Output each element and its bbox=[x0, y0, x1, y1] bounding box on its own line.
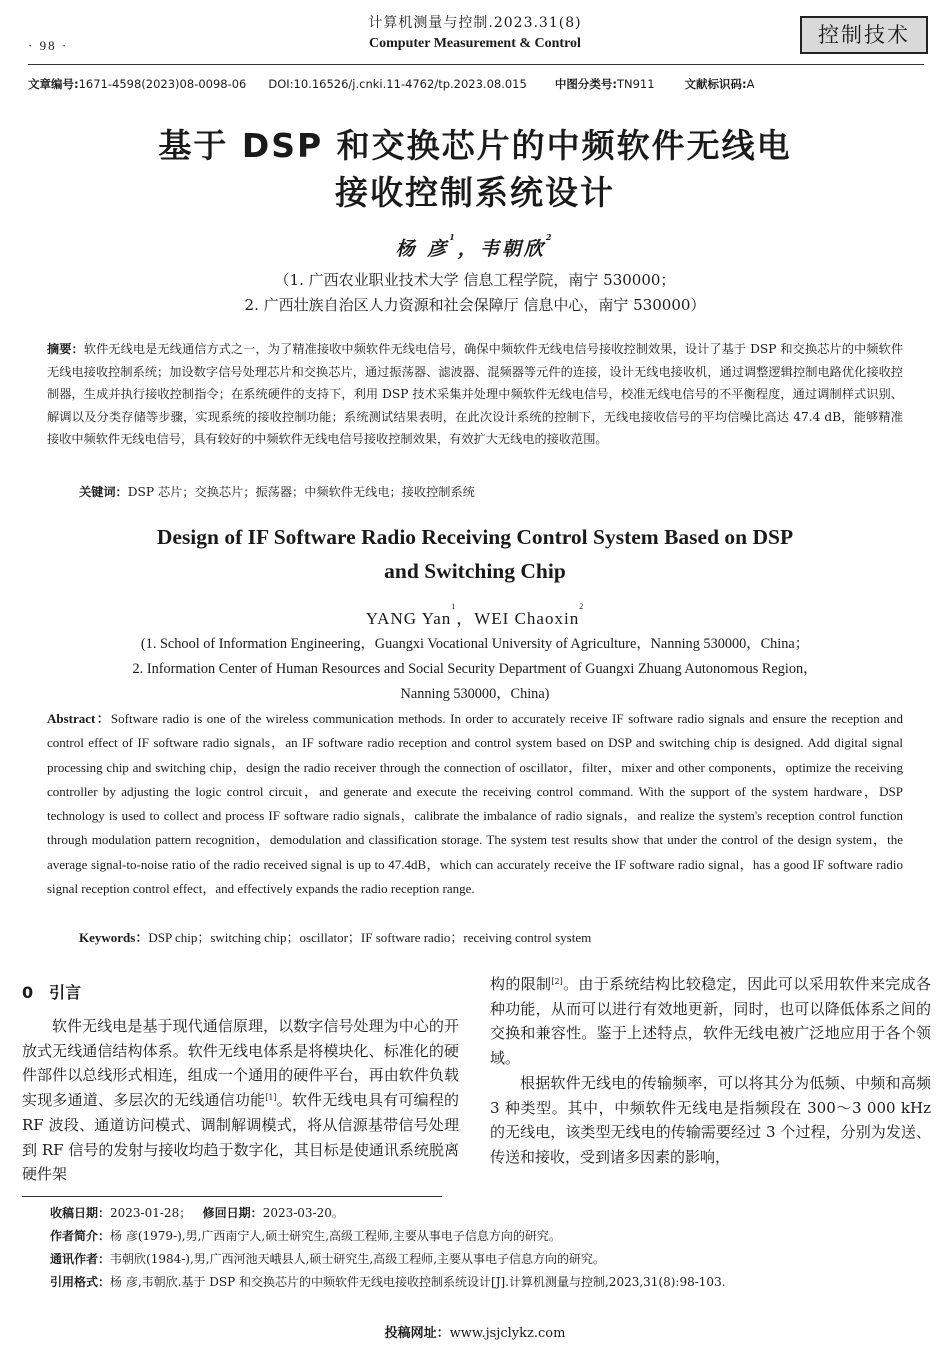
submission-link[interactable]: www.jsjclykz.com bbox=[449, 1326, 566, 1341]
author-bio: 作者简介：杨 彦(1979-),男,广西南宁人,硕士研究生,高级工程师,主要从事电子信息方向的研究。 bbox=[50, 1229, 561, 1243]
citation-ref[interactable]: [1] bbox=[265, 1093, 277, 1103]
doi[interactable]: DOI:10.16526/j.cnki.11-4762/tp.2023.08.015 bbox=[268, 77, 527, 91]
authors-cn: 杨 彦$^1$，韦朝欣$^2$ bbox=[395, 232, 555, 260]
submission-url: 投稿网址：www.jsjclykz.com bbox=[384, 1326, 566, 1341]
article-number: 文章编号:1671-4598(2023)08-0098-06 bbox=[28, 77, 247, 91]
abstract-cn: 摘要：软件无线电是无线通信方式之一，为了精准接收中频软件无线电信号，确保中频软件无线电信号接收控制效果，设计了基于 DSP 和交换芯片的中频软件无线电接收控制系统；加设数字信号处理芯片和交换芯片，通过振荡器、滤波器、混频器等元件的连接，设计无线电接收机，通过调整逻辑控制电路优化接收控制器，生成并执行接收控制指令；在系统硬件的支持下，利用 DSP 技术采集并处理中频软件无线电信号，校准无线电信号的不平衡程度，通过调制样式识别、解调以及分类存储等步骤，实现系统的接收控制功能；系统测试结果表明，在此次设计系统的控制下，无线电接收信号的平均信噪比高达 47.4 dB，能够精准接收中频软件无线电信号，具有较好的中频软件无线电信号接收控制效果，有效扩大无线电的接收范围。 bbox=[47, 342, 904, 446]
journal-title-cn: 计算机测量与控制.2023.31(8) bbox=[368, 15, 582, 31]
article-meta bbox=[28, 76, 928, 92]
document-code: 文献标识码:A bbox=[684, 77, 755, 91]
affiliations-cn: （1. 广西农业职业技术大学 信息工程学院，南宁 530000； 2. 广西壮族自治区人力资源和社会保障厅 信息中心，南宁 530000） bbox=[244, 271, 706, 314]
title-cn-line-2: 接收控制系统设计 bbox=[335, 173, 615, 212]
corresponding-author: 通讯作者：韦朝欣(1984-),男,广西河池天峨县人,硕士研究生,高级工程师,主要从事电子信息方向的研究。 bbox=[50, 1252, 606, 1266]
journal-title-en: Computer Measurement & Control bbox=[369, 36, 581, 51]
footnote-rule bbox=[22, 1196, 442, 1197]
paper-title-cn bbox=[0, 122, 950, 216]
section-badge: 控制技术 bbox=[800, 16, 928, 54]
title-cn-line-1: 基于 DSP 和交换芯片的中频软件无线电 bbox=[158, 126, 792, 165]
paragraph: 根据软件无线电的传输频率，可以将其分为低频、中频和高频 3 种类型。其中，中频软件无线电是指频段在 300～3 000 kHz 的无线电，该类型无线电的传输需要经过 3 个过程，分别为发送、传送和接收，受到诸多因素的影响， bbox=[490, 1073, 931, 1166]
received-dates: 收稿日期：2023-01-28； 修回日期：2023-03-20。 bbox=[50, 1206, 344, 1220]
paper-title-en: Design of IF Software Radio Receiving Control System Based on DSP and Switching Chip bbox=[156, 525, 794, 583]
section-heading-introduction: 0 引言 bbox=[22, 983, 82, 1002]
body-right-column bbox=[490, 972, 931, 1170]
citation-format: 引用格式：杨 彦,韦朝欣.基于 DSP 和交换芯片的中频软件无线电接收控制系统设计[J].计算机测量与控制,2023,31(8):98-103. bbox=[50, 1275, 726, 1289]
paragraph: 构的限制[2]。由于系统结构比较稳定，因此可以采用软件来完成各种功能，从而可以进行有效地更新，同时，也可以降低体系之间的交换和兼容性。鉴于上述特点，软件无线电被广泛地应用于各个领域。 bbox=[490, 975, 931, 1068]
abstract-en: Abstract：Software radio is one of the wireless communication methods. In order to accurately receive IF software radio signals and ensure the reception and control effect of IF software radio signals，an IF software radio reception and control system based on DSP and switching chip is designed. Add digital signal processing chip and switching chip，design the radio receiver through the connection of oscillator，filter，mixer and other components，optimize the receiving controller by adjusting the logic control circuit，and generate and execute the receiving control command. With the support of the system hardware，DSP technology is used to collect and process IF software radio signals，calibrate the imbalance of radio signals，and realize the system's reception control function through modulation pattern recognition，demodulation and classification storage. The system test results show that under the control of the design system，the average signal-to-noise ratio of the radio received signal is up to 47.4dB，which can accurately receive the IF software radio signal，has a good IF software radio signal reception control effect，and effectively expands the radio reception range. bbox=[47, 711, 903, 897]
paragraph: 软件无线电是基于现代通信原理，以数字信号处理为中心的开放式无线通信结构体系。软件无线电体系是将模块化、标准化的硬件部件以总线形式相连，组成一个通用的硬件平台，再由软件负载实现多通道、多层次的无线通信功能[1]。软件无线电具有可编程的 RF 波段、通道访问模式、调制解调模式，将从信源基带信号处理到 RF 信号的发射与接收均趋于数字化，其目标是使通讯系统脱离硬件架 bbox=[22, 1017, 459, 1184]
affiliations-en: (1. School of Information Engineering，Guangxi Vocational University of Agriculture，Nanning 530000，China； 2. Information Center of Human Resources and Social Security Department of Guangxi Zhuang Autonomous Region， Nanning 530000，China) bbox=[132, 636, 818, 702]
body-left-column bbox=[22, 1014, 459, 1187]
citation-ref[interactable]: [2] bbox=[551, 977, 563, 986]
keywords-en: Keywords：DSP chip；switching chip；oscillator；IF software radio；receiving control system bbox=[79, 930, 592, 945]
authors-en: YANG Yan$^1$，WEI Chaoxin$^2$ bbox=[365, 602, 585, 628]
page-number: · 98 · bbox=[28, 38, 69, 53]
footnotes bbox=[50, 1202, 930, 1294]
clc-number: 中图分类号:TN911 bbox=[554, 77, 655, 91]
keywords-cn: 关键词：DSP 芯片；交换芯片；振荡器；中频软件无线电；接收控制系统 bbox=[79, 485, 475, 499]
header-rule bbox=[28, 64, 924, 65]
